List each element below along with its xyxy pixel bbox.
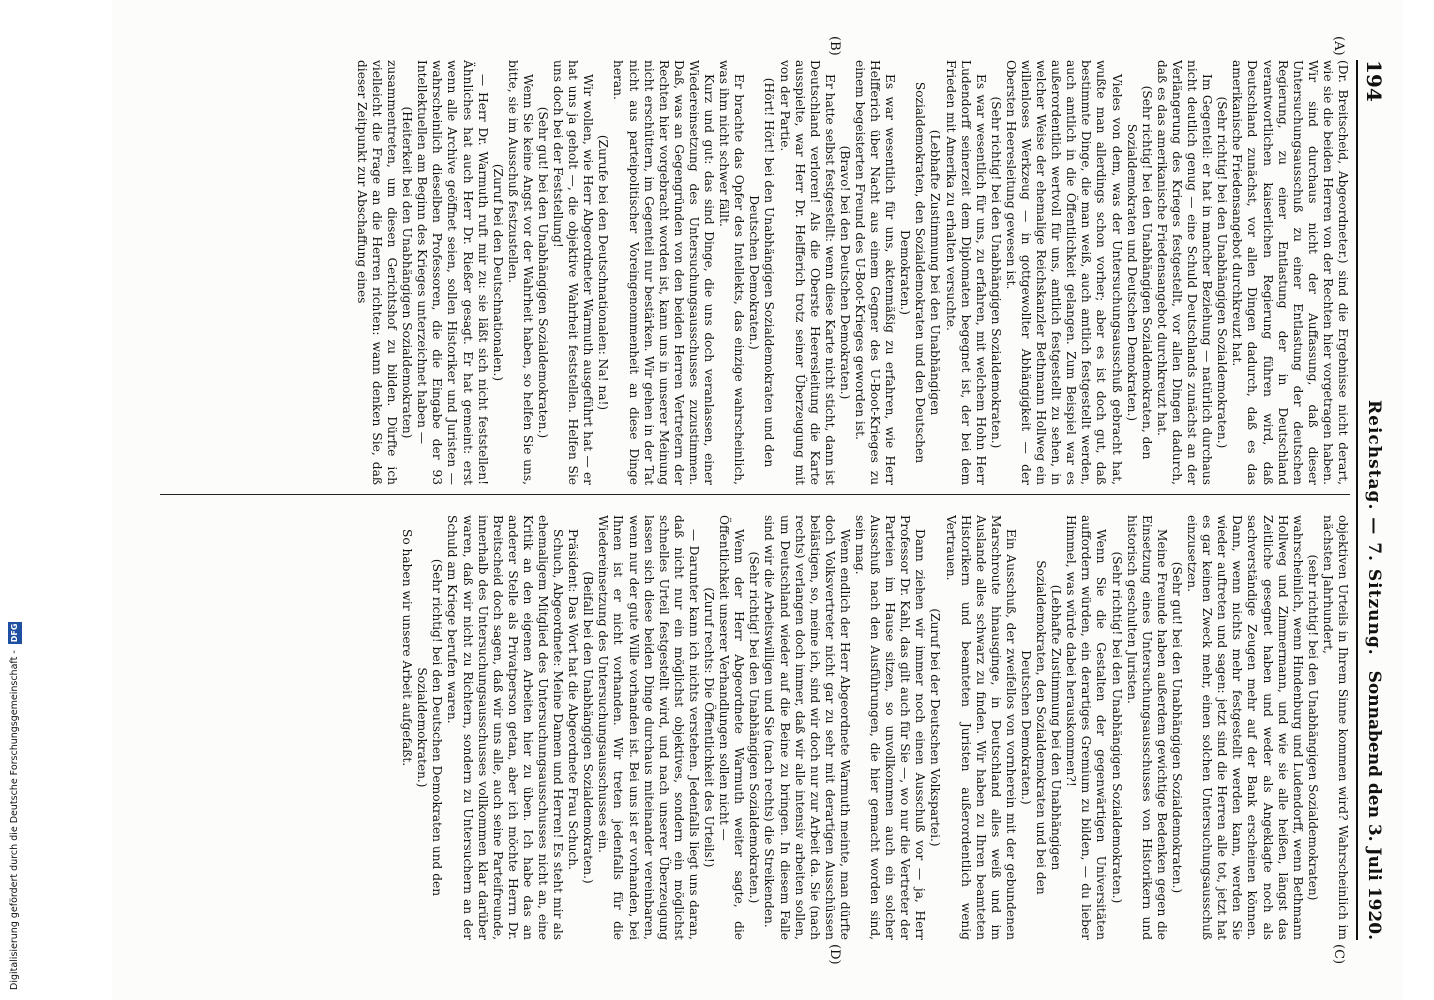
paragraph: Wenn der Herr Abgeordnete Warmuth weiter sagte, die Öffentlichkeit unserer Verhandlungen sollen nicht — bbox=[717, 515, 747, 940]
margin-marker-d: (D) bbox=[827, 944, 842, 965]
interjection: (Hört! Hört! bei den Unabhängigen Sozialdemokraten und den Deutschen Demokraten.) bbox=[747, 77, 777, 468]
interjection: (Sehr richtig! bei den Deutschen Demokraten und den Sozialdemokraten.) bbox=[415, 558, 445, 897]
paragraph: — Herr Dr. Warmuth ruft mir zu: sie läßt sich nicht feststellen! Ähnliches hat auch Herr Dr. Rießer gesagt. Er hat gemeint: erst wenn alle Archive geöffnet seien, sollen Historiker und Juristen — wahrscheinlich dieselben Professoren, die die Eingabe der 93 Intellektuellen am Beginn des Krieges unterzeichnet haben — bbox=[415, 60, 490, 485]
interjection: (Zuruf bei den Deutschnationalen.) bbox=[490, 163, 505, 382]
right-column bbox=[150, 515, 1350, 940]
page-header bbox=[1356, 60, 1392, 940]
interjection: (Sehr richtig! bei den Unabhängigen Sozialdemokraten.) bbox=[1215, 96, 1230, 449]
header-title: Reichstag. — 7. Sitzung. bbox=[1364, 400, 1384, 656]
interjection: (Zurufe bei den Deutschnationalen: Na! na!) bbox=[596, 134, 611, 411]
paragraph: Es war wesentlich für uns, aktenmäßig zu erfahren, wie Herr Helfferich über Nacht aus einem Gegner des U-Boot-Krieges zu einem begeisterten Freund des U-Boot-Krieges geworden ist. bbox=[853, 60, 898, 485]
credit-label: Digitalisierung gefördert durch die Deutsche Forschungsgemeinschaft - bbox=[9, 650, 20, 990]
page-number: 194 bbox=[1362, 60, 1386, 102]
paragraph: Es war wesentlich für uns, zu erfahren, mit welchem Hohn Herr Ludendorff seinerzeit dem Diplomaten begegnet ist, der bei dem Frieden mit Amerika zu erhalten versuchte. bbox=[943, 60, 988, 485]
interjection: (Sehr gut! bei den Unabhängigen Sozialdemokraten.) bbox=[536, 106, 551, 439]
credit-strip bbox=[8, 0, 22, 1000]
page-content bbox=[112, 0, 1402, 1000]
paragraph: zusammentreten, um diesen Gerichtshof zu bilden. Dürfte ich vielleicht die Frage an die Herren richten: wann denken Sie, daß dieser Zeitpunkt zur Abschaffung eines bbox=[354, 60, 400, 485]
interjection: (Sehr gut! bei den Unabhängigen Sozialdemokraten.) bbox=[1169, 561, 1184, 894]
interjection: (Sehr richtig! bei den Unabhängigen Sozialdemokraten, den Sozialdemokraten und Deutschen Demokraten.) bbox=[1124, 85, 1154, 460]
scanned-page bbox=[112, 0, 1402, 1000]
left-column bbox=[150, 60, 1350, 485]
paragraph: — Darunter kann ich nichts verstehen. Jedenfalls liegt uns daran, daß nicht nur ein möglichst objektives, sondern ein möglichst schnelles Urteil festgestellt wird, und nach unserer Überzeugung lassen sich diese beiden Dinge durchaus miteinander vereinbaren, wenn nur der gute Wille vorhanden ist. Bei uns ist er vorhanden, bei Ihnen ist er nicht vorhanden. Wir treten jedenfalls für die Wiedereinsetzung des Untersuchungsausschusses ein. bbox=[596, 515, 701, 940]
interjection: (Beifall bei den Unabhängigen Sozialdemokraten.) bbox=[581, 571, 596, 884]
margin-marker-c: (C) bbox=[1331, 944, 1346, 965]
interjection: (Sehr richtig! bei den Unabhängigen Sozialdemokraten.) bbox=[1109, 551, 1124, 904]
margin-marker-a: (A) bbox=[1331, 36, 1346, 56]
interjection: (Zuruf rechts: Die Öffentlichkeit des Urteils!) bbox=[702, 587, 717, 868]
interjection: (Bravo! bei den Deutschen Demokraten.) bbox=[837, 145, 852, 400]
paragraph: objektiven Urteils in Ihrem Sinne kommen wird? Wahrscheinlich im nächsten Jahrhundert, bbox=[1320, 515, 1350, 940]
paragraph: Kurz und gut: das sind Dinge, die uns doch veranlassen, einer Wiedereinsetzung des Untersuchungsausschusses zuzustimmen. Daß, was an Gegengründen von den beiden Herren Vertretern der Rechten hier vorgebracht worden ist, kann uns in unserer Meinung nicht erschüttern, im Gegenteil nur bestärken. Wir gehen in der Tat nicht aus parteipolitischer Voreingenommenheit an diese Dinge heran. bbox=[611, 60, 717, 485]
paragraph: Wenn Sie die Gestalten der gegenwärtigen Universitäten auffordern würden, ein derartiges Gremium zu bilden, — du lieber Himmel, was würde dabei herauskommen?! bbox=[1064, 515, 1109, 940]
paragraph: Schuch, Abgeordnete: Meine Damen und Herren! Es steht mir als ehemaligem Mitglied des Untersuchungsausschusses nicht an, eine Kritik an den eigenen Arbeiten hier zu üben. Ich habe das an anderer Stelle als Privatperson getan, aber ich möchte Herrn Dr. Breitscheid doch sagen, daß wir uns alle, auch seine Parteifreunde, innerhalb des Untersuchungsausschusses vollkommen klar darüber waren, daß wir nicht zu Richtern, sondern zu Untersuchern an der Schuld am Kriege berufen waren. bbox=[445, 515, 566, 940]
interjection: (Zuruf bei der Deutschen Volkspartei.) bbox=[928, 608, 943, 847]
paragraph: Wenn endlich der Herr Abgeordnete Warmuth meinte, man dürfte doch Volksvertreter nicht gar zu sehr mit derartigen Ausschüssen belästigen, so, meine ich, sind wir doch nur zur Arbeit da. Sie (nach rechts) verlangen doch immer, daß wir alle intensiv arbeiten sollen, um Deutschland wieder auf die Beine zu bringen. In diesem Falle sind wir die Arbeitswilligen und Sie (nach rechts) die Streikenden. bbox=[762, 515, 852, 940]
paragraph: Ein Ausschuß, der zweifellos von vornherein mit der gebundenen Marschroute hinausginge, in Deutschland alles weiß und im Auslande alles schwarz zu finden. Wir haben zu Ihren beamteten Historikern und beamteten Juristen außerordentlich wenig Vertrauen. bbox=[943, 515, 1018, 940]
paragraph: Er hatte selbst festgestellt: wenn diese Karte nicht sticht, dann ist Deutschland verloren! Als die Oberste Heeresleitung die Karte ausspielte, war Herr Dr. Helfferich trotz seiner Überzeugung mit von der Partie. bbox=[777, 60, 837, 485]
interjection: (sehr richtig! bei den Unabhängigen Sozialdemokraten) bbox=[1305, 554, 1320, 901]
paragraph: Dann ziehen wir immer noch einen Ausschuß vor — ja, Herr Professor Dr. Kahl, das gilt auch für Sie —, wo nur die Vertreter der Parteien im Hause sitzen, so unvollkommen auch ein solcher Ausschuß nach den Ausführungen, die hier gemacht worden sind, sein mag. bbox=[853, 515, 928, 940]
paragraph: Präsident: Das Wort hat die Abgeordnete Frau Schuch. bbox=[566, 529, 581, 870]
paragraph: (Dr. Breitscheid, Abgeordneter.) sind die Ergebnisse nicht derart, wie sie die beiden Herren von der Rechten hier vorgetragen haben. Wir sind durchaus nicht der Auffassung, daß dieser Untersuchungsausschuß zu einer Entlastung der deutschen Regierung, zu einer Entlastung der in Deutschland verantwortlichen kaiserlichen Regierung führen wird, daß Deutschland zunächst, vor allen Dingen dadurch, daß es das amerikanische Friedensangebot durchkreuzt hat. bbox=[1230, 60, 1350, 485]
paragraph: wahrscheinlich, wenn Hindenburg und Ludendorff, wenn Bethmann Hollweg und Zimmermann, und wie sie alle heißen, längst das Zeitliche gesegnet haben und weder als Angeklagte noch als sachverständige Zeugen mehr auf der Bank erscheinen können. Dann, wenn nichts mehr festgestellt werden kann, werden Sie wieder auftreten und sagen: jetzt sind die Herren alle tot, jetzt hat es gar keinen Zweck mehr, einen solchen Untersuchungsausschuß einzusetzen. bbox=[1185, 515, 1305, 940]
margin-marker-b: (B) bbox=[827, 36, 842, 56]
interjection: (Lebhafte Zustimmung bei den Unabhängigen Sozialdemokraten, den Sozialdemokraten und bei den Deutschen Demokraten.) bbox=[1019, 560, 1064, 895]
paragraph: Wir wollen, wie Herr Abgeordneter Warmuth ausgeführt hat — er hat uns ja geholt —, die objektive Wahrheit feststellen. Helfen Sie uns doch bei der Feststellung! bbox=[551, 60, 596, 485]
paragraph: Wenn Sie keine Angst vor der Wahrheit haben, so helfen Sie uns, bitte, sie im Ausschuß festzustellen. bbox=[505, 60, 535, 485]
dfg-logo: DFG bbox=[8, 622, 22, 645]
paragraph: Meine Freunde haben außerdem gewichtige Bedenken gegen die Einsetzung eines Untersuchungsausschusses von Historikern und historisch geschulten Juristen. bbox=[1124, 515, 1169, 940]
paragraph: Im Gegenteil: er hat in mancher Beziehung — natürlich durchaus nicht deutlich genug — eine Schuld Deutschlands zunächst an der Verlängerung des Krieges festgestellt, vor allen Dingen dadurch, daß es das amerikanische Friedensangebot durchkreuzt hat. bbox=[1154, 60, 1215, 485]
interjection: (Sehr richtig! bei den Unabhängigen Sozialdemokraten.) bbox=[747, 551, 762, 904]
paragraph: Vieles von dem, was der Untersuchungsausschuß gebracht hat, wußte man allerdings schon vorher; aber es ist doch gut, daß bestimmte Dinge, die man weiß, auch amtlich festgestellt werden, auch amtlich in die Öffentlichkeit gelangen. Zum Beispiel war es außerordentlich wertvoll für uns, amtlich festgestellt zu sehen, in welcher Weise der ehemalige Reichskanzler Bethmann Hollweg ein willenloses Werkzeug — in gottgewollter Abhängigkeit — der Obersten Heeresleitung gewesen ist. bbox=[1003, 60, 1124, 485]
interjection: (Sehr richtig! bei den Unabhängigen Sozialdemokraten.) bbox=[988, 96, 1003, 449]
interjection: (Heiterkeit bei den Unabhängigen Sozialdemokraten) bbox=[400, 106, 415, 439]
paragraph: Er brachte das Opfer des Intellekts, das einzige wahrscheinlich, was ihm nicht schwer fällt. bbox=[717, 60, 747, 485]
interjection: (Lebhafte Zustimmung bei den Unabhängigen Sozialdemokraten, den Sozialdemokraten und den Deutschen Demokraten.) bbox=[898, 81, 943, 464]
column-divider bbox=[160, 494, 1350, 495]
credit-text bbox=[8, 610, 22, 990]
header-date: Sonnabend den 3. Juli 1920. bbox=[1364, 670, 1384, 940]
paragraph: So haben wir unsere Arbeit aufgefaßt. bbox=[400, 529, 415, 767]
